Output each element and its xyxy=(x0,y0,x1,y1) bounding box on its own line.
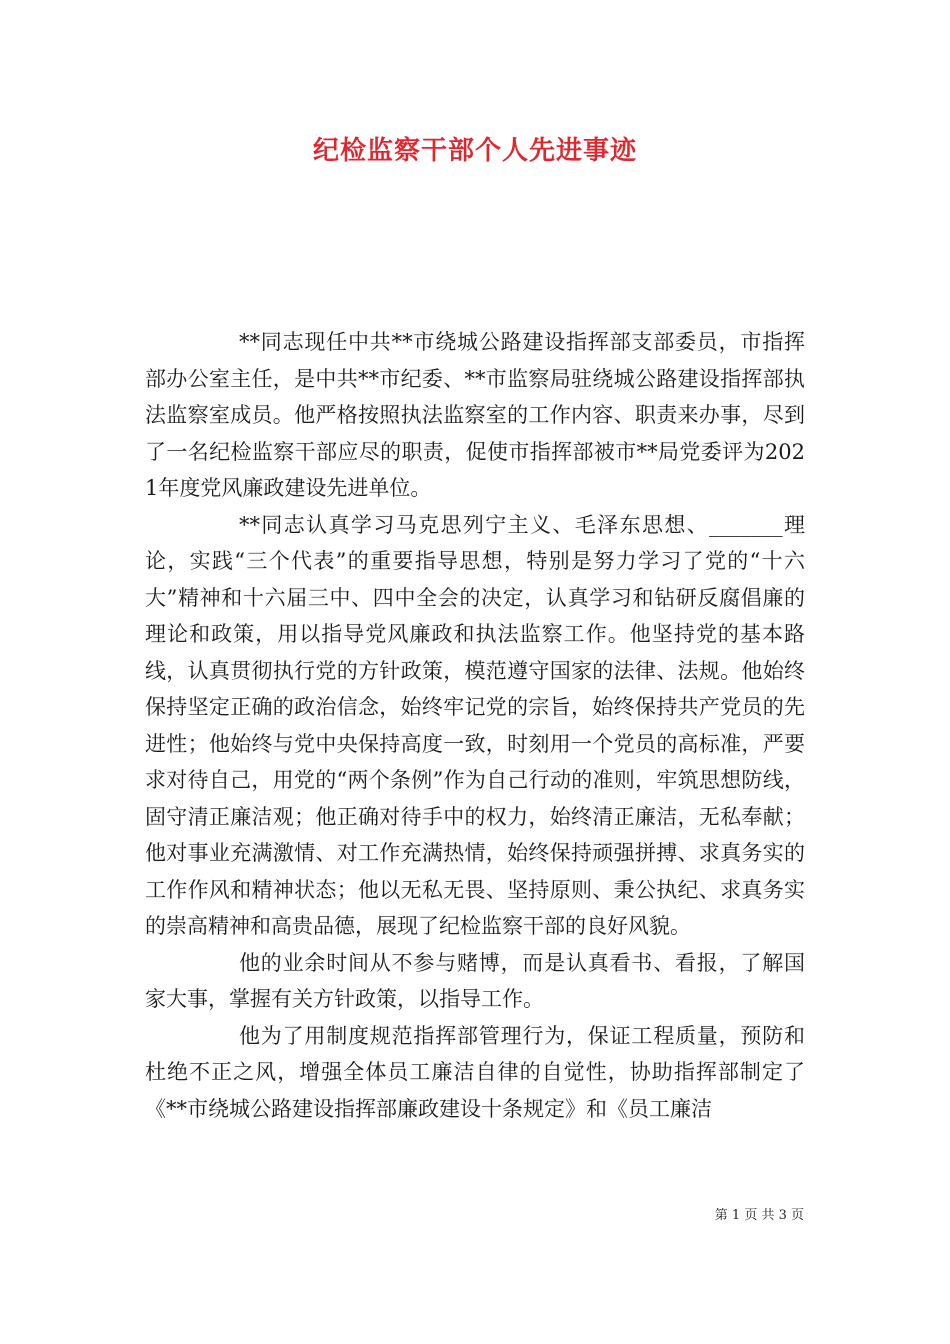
document-body xyxy=(145,324,805,1127)
page-number: 第 1 页 共 3 页 xyxy=(714,1208,804,1223)
paragraph-4: 他为了用制度规范指挥部管理行为，保证工程质量，预防和杜绝不正之风，增强全体员工廉洁自律的自觉性，协助指挥部制定了《**市绕城公路建设指挥部廉政建设十条规定》和《员工廉洁 xyxy=(145,1023,805,1121)
document-title: 纪检监察干部个人先进事迹 xyxy=(312,136,637,166)
paragraph-3: 他的业余时间从不参与赌博，而是认真看书、看报，了解国家大事，掌握有关方针政策，以指导工作。 xyxy=(145,950,805,1011)
paragraph-2: **同志认真学习马克思列宁主义、毛泽东思想、_______理论，实践“三个代表”的重要指导思想，特别是努力学习了党的“十六大”精神和十六届三中、四中全会的决定，认真学习和钻研反腐倡廉的理论和政策，用以指导党风廉政和执法监察工作。他坚持党的基本路线，认真贯彻执行党的方针政策，模范遵守国家的法律、法规。他始终保持坚定正确的政治信念，始终牢记党的宗旨，始终保持共产党员的先进性；他始终与党中央保持高度一致，时刻用一个党员的高标准，严要求对待自己，用党的“两个条例”作为自己行动的准则，牢筑思想防线，固守清正廉洁观；他正确对待手中的权力，始终清正廉洁，无私奉献；他对事业充满激情、对工作充满热情，始终保持顽强拼搏、求真务实的工作作风和精神状态；他以无私无畏、坚持原则、秉公执纪、求真务实的崇高精神和高贵品德，展现了纪检监察干部的良好风貌。 xyxy=(145,512,805,938)
paragraph-1: **同志现任中共**市绕城公路建设指挥部支部委员，市指挥部办公室主任，是中共**市纪委、**市监察局驻绕城公路建设指挥部执法监察室成员。他严格按照执法监察室的工作内容、职责来办事，尽到了一名纪检监察干部应尽的职责，促使市指挥部被市**局党委评为2021年度党风廉政建设先进单位。 xyxy=(145,330,805,500)
